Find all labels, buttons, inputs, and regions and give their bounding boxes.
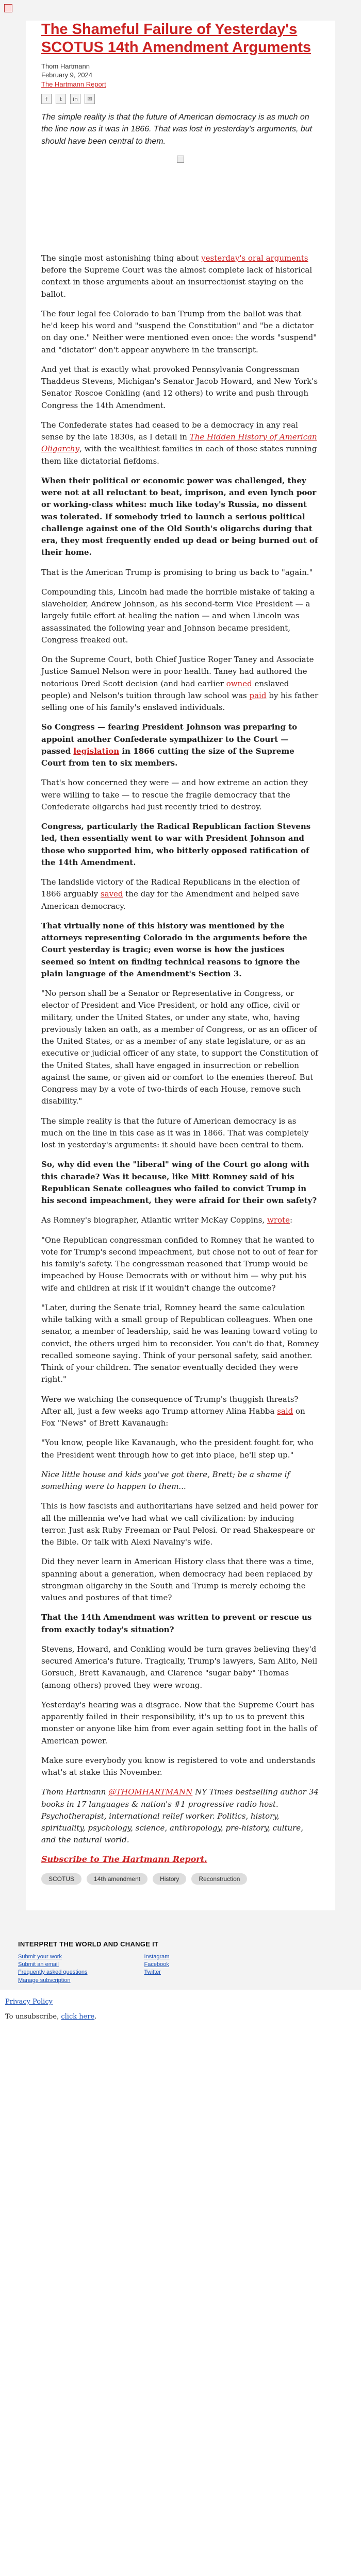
- author-name: Thom Hartmann: [41, 62, 90, 70]
- paragraph: Yesterday's hearing was a disgrace. Now that the Supreme Court has apparently failed in their responsibility, it's up to us to prevent this monster or anyone like him from ever again setting foot in the halls of American power.: [41, 1700, 317, 1745]
- footer-title: INTERPRET THE WORLD AND CHANGE IT: [18, 1940, 159, 1948]
- paragraph: The Confederate states had ceased to be a democracy in any real sense by the late 1830s, as I detail in The Hidden History of American Oligarchy, with the wealthiest families in each of those states running them like dictatorial fiefdoms.: [41, 420, 317, 466]
- tag-history[interactable]: History: [153, 1873, 186, 1885]
- wrote-link[interactable]: wrote: [267, 1215, 290, 1225]
- byline: [41, 62, 320, 89]
- footer-col-links: [18, 1953, 88, 1985]
- tag-list: [26, 1873, 335, 1885]
- article-headline[interactable]: The Shameful Failure of Yesterday's SCOTUS 14th Amendment Arguments: [41, 21, 311, 56]
- unsubscribe-line: To unsubscribe, click here.: [5, 2013, 97, 2021]
- paragraph-bold: Congress, particularly the Radical Republican faction Stevens led, then essentially went to war with President Johnson and those who supported him, who bitterly opposed ratification of the 14th Amendment.: [41, 822, 311, 867]
- paragraph: Make sure everybody you know is registered to vote and understands what's at stake this November.: [41, 1755, 316, 1777]
- social-share-row: [41, 94, 320, 104]
- image-placeholder-icon: [177, 156, 184, 163]
- publish-date: February 9, 2024: [41, 71, 93, 79]
- paragraph: The four legal fee Colorado to ban Trump from the ballot was that he'd keep his word and "suspend the Constitution" and "be a dictator on day one." Neither were mentioned even once: the words "suspend" and "dictator" don't appear anywhere in the transcript.: [41, 309, 317, 354]
- paragraph: Compounding this, Lincoln had made the horrible mistake of taking a slaveholder, Andrew Johnson, as his second-term Vice President — a largely futile effort at healing the nation — and when Lincoln was assassinated the following year and Johnson became president, Congress freaked out.: [41, 587, 315, 645]
- tag-reconstruction[interactable]: Reconstruction: [191, 1873, 247, 1885]
- legislation-link[interactable]: legislation: [73, 746, 120, 756]
- twitter-icon[interactable]: t: [56, 94, 66, 104]
- paragraph: The landslide victory of the Radical Republicans in the election of 1866 arguably saved the day for the Amendment and helped save American democracy.: [41, 877, 300, 911]
- email-share-icon[interactable]: ✉: [85, 94, 95, 104]
- faq-link[interactable]: Frequently asked questions: [18, 1969, 88, 1976]
- hero-image: [41, 156, 320, 163]
- footer-col-social: [144, 1953, 170, 1985]
- saved-link[interactable]: saved: [100, 889, 123, 899]
- paragraph: That's how concerned they were — and how extreme an action they were willing to take — to rescue the fragile democracy that the Confederate oligarchs had just recently tried to destroy.: [41, 778, 308, 811]
- linkedin-icon[interactable]: in: [70, 94, 80, 104]
- paragraph: Stevens, Howard, and Conkling would be turn graves believing they'd secured America's future. Tragically, Trump's lawyers, Sam Alito, Neil Gorsuch, Brett Kavanaugh, and Clarence "sugar baby" Thomas (among others) proved they were wrong.: [41, 1644, 318, 1690]
- privacy-policy-link[interactable]: Privacy Policy: [5, 1998, 53, 2006]
- facebook-link[interactable]: Facebook: [144, 1961, 169, 1968]
- manage-subscription-link[interactable]: Manage subscription: [18, 1977, 71, 1984]
- paragraph: Did they never learn in American History class that there was a time, spanning about a generation, when democracy had been replaced by strongman oligarchy in the South and Trump is merely echoing the values and postures of that time?: [41, 1557, 314, 1603]
- paragraph-bold: That the 14th Amendment was written to prevent or rescue us from exactly today's situation?: [41, 1613, 312, 1634]
- image-space: [26, 170, 335, 252]
- tag-scotus[interactable]: SCOTUS: [41, 1873, 81, 1885]
- owned-link[interactable]: owned: [226, 679, 252, 688]
- quote-paragraph: "You know, people like Kavanaugh, who the president fought for, who the President went through how to get into place, he'll step up.": [41, 1438, 314, 1460]
- article-card: [26, 21, 335, 1910]
- oral-arguments-link[interactable]: yesterday's oral arguments: [201, 253, 308, 263]
- subscribe-link[interactable]: Subscribe to The Hartmann Report.: [41, 1854, 207, 1864]
- author-handle-link[interactable]: @THOMHARTMANN: [108, 1787, 193, 1797]
- paragraph: And yet that is exactly what provoked Pennsylvania Congressman Thaddeus Stevens, Michigan's Senator Jacob Howard, and New York's Senator Roscoe Conkling (and 12 others) to write and push through Congress the 14th Amendment.: [41, 364, 318, 410]
- paragraph-italic: Nice little house and kids you've got there, Brett; be a shame if something were to happen to them...: [41, 1469, 290, 1492]
- quote-paragraph: "One Republican congressman confided to Romney that he wanted to vote for Trump's second impeachment, but chose not to out of fear for his family's safety. The congressman reasoned that Trump would be impeached by House Democrats with or without him — why put his wife and children at risk if it wouldn't change the outcome?: [41, 1235, 318, 1293]
- said-link[interactable]: said: [277, 1406, 293, 1416]
- paragraph: The single most astonishing thing about yesterday's oral arguments before the Supreme Court was the almost complete lack of historical context in those arguments about an insurrectionist staying on the ballot.: [41, 253, 313, 299]
- quote-paragraph: "Later, during the Senate trial, Romney heard the same calculation while talking with a small group of Republican colleagues. When one senator, a member of leadership, said he was leaning toward voting to convict, the others urged him to reconsider. You can't do that, Romney recalled someone saying. Think of your personal safety, said another. Think of your children. The senator eventually decided they were right.": [41, 1302, 319, 1384]
- article-subtitle: The simple reality is that the future of American democracy is as much on the line now as it was in 1866. That was lost in yesterday's arguments, but should have been central to them.: [41, 113, 313, 146]
- twitter-link[interactable]: Twitter: [144, 1969, 161, 1976]
- publication-link[interactable]: The Hartmann Report: [41, 80, 106, 88]
- paragraph-bold: When their political or economic power was challenged, they were not at all reluctant to beat, imprison, and even lynch poor or working-class whites: much like today's Russia, no dissent was tolerated. If somebody tried to launch a serious political challenge against one of the Old South's oligarchs during that era, they most frequently ended up dead or being burned out of their home.: [41, 476, 318, 557]
- author-bio: Thom Hartmann @THOMHARTMANN NY Times bestselling author 34 books in 17 languages & nation's #1 progressive radio host. Psychotherapist, international relief worker. Politics, history, spirituality, psychology, science, anthropology, pre-history, culture, and the natural world.: [41, 1787, 319, 1845]
- paragraph: On the Supreme Court, both Chief Justice Roger Taney and Associate Justice Samuel Nelson were in poor health. Taney had authored the notorious Dred Scott decision (and had earlier owned enslaved people) and Nelson's tuition through law school was paid by his father selling one of his family's enslaved individuals.: [41, 655, 319, 713]
- facebook-icon[interactable]: f: [41, 94, 52, 104]
- paragraph-bold: So, why did even the "liberal" wing of the Court go along with this charade? Was it because, like Mitt Romney said of his Republican Senate colleagues who failed to convict Trump in his second impeachment, they were afraid for their own safety?: [41, 1160, 317, 1206]
- submit-email-link[interactable]: Submit an email: [18, 1961, 59, 1968]
- paragraph-bold: So Congress — fearing President Johnson was preparing to appoint another Confederate sympathizer to the Court — passed legislation in 1866 cutting the size of the Supreme Court from ten to six members.: [41, 722, 298, 768]
- article-body: [26, 252, 335, 1846]
- unsubscribe-link[interactable]: click here: [61, 2013, 95, 2021]
- broken-image-icon: [4, 4, 12, 12]
- instagram-link[interactable]: Instagram: [144, 1953, 170, 1960]
- tag-14th-amendment[interactable]: 14th amendment: [87, 1873, 147, 1885]
- constitution-quote: "No person shall be a Senator or Representative in Congress, or elector of President and Vice President, or hold any office, civil or military, under the United States, or under any state, who, having previously taken an oath, as a member of Congress, or as an officer of the United States, or as a member of any state legislature, or as an executive or judicial officer of any state, to support the Constitution of the United States, shall have engaged in insurrection or rebellion against the same, or given aid or comfort to the enemies thereof. But Congress may by a vote of two-thirds of each House, remove such disability.": [41, 989, 318, 1106]
- submit-work-link[interactable]: Submit your work: [18, 1953, 62, 1960]
- paragraph: As Romney's biographer, Atlantic writer McKay Coppins, wrote:: [41, 1215, 293, 1225]
- footer: [0, 1931, 361, 1990]
- paragraph: Were we watching the consequence of Trump's thuggish threats? After all, just a few weeks ago Trump attorney Alina Habba said on Fox "News" of Brett Kavanaugh:: [41, 1394, 305, 1428]
- bottom-links: [0, 1990, 361, 2038]
- paid-link[interactable]: paid: [249, 690, 267, 700]
- paragraph: This is how fascists and authoritarians have seized and held power for all the millennia we've had what we call civilization: by inducing terror. Just ask Ruby Freeman or Paul Pelosi. Or read Shakespeare or the Bible. Or talk with Alexi Navalny's wife.: [41, 1501, 318, 1547]
- paragraph: The simple reality is that the future of American democracy is as much on the line in this case as it was in 1866. That was completely lost in yesterday's arguments: it should have been central to them.: [41, 1116, 309, 1150]
- paragraph-bold: That virtually none of this history was mentioned by the attorneys representing Colorado in the arguments before the Court yesterday is tragic; even worse is how the justices seemed so intent on finding technical reasons to ignore the plain language of the Amendment's Section 3.: [41, 921, 307, 978]
- book-link[interactable]: The Hidden History of American Oligarchy: [41, 432, 317, 454]
- footer-columns: [18, 1953, 343, 1985]
- article-header: [26, 21, 335, 163]
- paragraph: That is the American Trump is promising to bring us back to "again.": [41, 567, 313, 577]
